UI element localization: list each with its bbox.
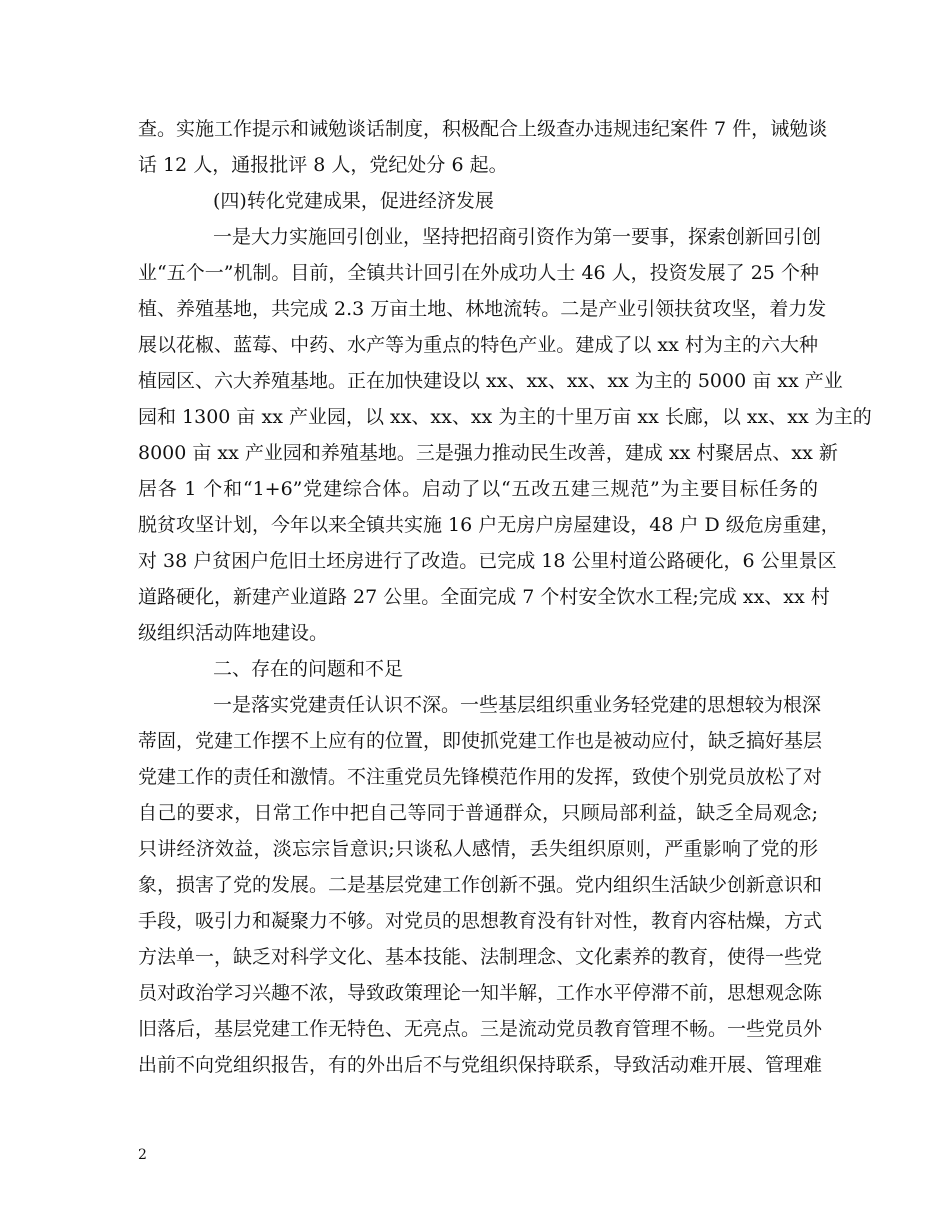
- text-line: 查。实施工作提示和诫勉谈话制度，积极配合上级查办违规违纪案件 7 件，诫勉谈: [138, 118, 828, 140]
- text-line: 旧落后，基层党建工作无特色、无亮点。三是流动党员教育管理不畅。一些党员外: [138, 1018, 823, 1040]
- text-line: 出前不向党组织报告，有的外出后不与党组织保持联系，导致活动难开展、管理难: [138, 1054, 823, 1076]
- text-line: 象，损害了党的发展。二是基层党建工作创新不强。党内组织生活缺少创新意识和: [138, 874, 823, 896]
- text-line: 自己的要求，日常工作中把自己等同于普通群众，只顾局部利益，缺乏全局观念;: [138, 802, 818, 824]
- text-line: 展以花椒、蓝莓、中药、水产等为重点的特色产业。建成了以 xx 村为主的六大种: [138, 334, 818, 356]
- page-number: 2: [138, 1147, 147, 1163]
- text-line: 8000 亩 xx 产业园和养殖基地。三是强力推动民生改善，建成 xx 村聚居点、xx 新: [138, 442, 838, 464]
- text-line: 对 38 户贫困户危旧土坯房进行了改造。已完成 18 公里村道公路硬化，6 公里景区: [138, 550, 837, 572]
- text-line: 方法单一，缺乏对科学文化、基本技能、法制理念、文化素养的教育，使得一些党: [138, 946, 823, 968]
- text-line: 员对政治学习兴趣不浓，导致政策理论一知半解，工作水平停滞不前，思想观念陈: [138, 982, 823, 1004]
- text-line: 党建工作的责任和激情。不注重党员先锋模范作用的发挥，致使个别党员放松了对: [138, 766, 823, 788]
- text-line: 只讲经济效益，淡忘宗旨意识;只谈私人感情，丢失组织原则，严重影响了党的形: [138, 838, 818, 860]
- text-line: 脱贫攻坚计划，今年以来全镇共实施 16 户无房户房屋建设，48 户 D 级危房重建，: [138, 514, 840, 536]
- section-heading: (四)转化党建成果，促进经济发展: [213, 190, 494, 212]
- text-line: 业“五个一”机制。目前，全镇共计回引在外成功人士 46 人，投资发展了 25 个种: [138, 262, 819, 284]
- text-line: 植、养殖基地，共完成 2.3 万亩土地、林地流转。二是产业引领扶贫攻坚，着力发: [138, 298, 827, 320]
- text-line: 道路硬化，新建产业道路 27 公里。全面完成 7 个村安全饮水工程;完成 xx、xx 村: [138, 586, 830, 608]
- text-line: 手段，吸引力和凝聚力不够。对党员的思想教育没有针对性，教育内容枯燥，方式: [138, 910, 823, 932]
- text-line: 话 12 人，通报批评 8 人，党纪处分 6 起。: [138, 154, 508, 176]
- text-line: 蒂固，党建工作摆不上应有的位置，即使抓党建工作也是被动应付，缺乏搞好基层: [138, 730, 823, 752]
- text-line: 一是大力实施回引创业，坚持把招商引资作为第一要事，探索创新回引创: [213, 226, 822, 248]
- text-line: 园和 1300 亩 xx 产业园，以 xx、xx、xx 为主的十里万亩 xx 长廊，以 xx、xx 为主的: [138, 406, 872, 428]
- text-line: 居各 1 个和“1+6”党建综合体。启动了以“五改五建三规范”为主要目标任务的: [138, 478, 818, 500]
- text-line: 一是落实党建责任认识不深。一些基层组织重业务轻党建的思想较为根深: [213, 694, 822, 716]
- text-line: 级组织活动阵地建设。: [138, 622, 329, 644]
- text-line: 植园区、六大养殖基地。正在加快建设以 xx、xx、xx、xx 为主的 5000 亩 xx 产业: [138, 370, 843, 392]
- section-heading: 二、存在的问题和不足: [213, 658, 404, 680]
